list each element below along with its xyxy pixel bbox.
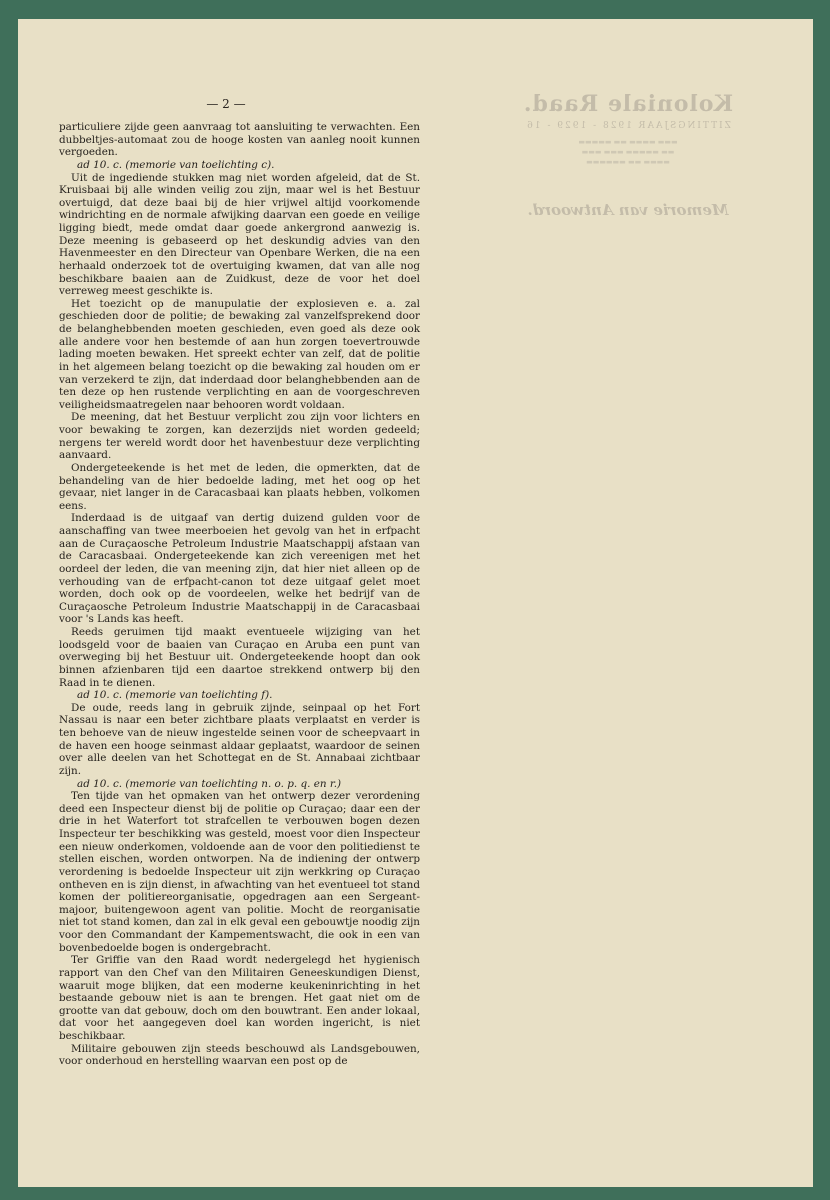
paragraph: Ondergeteekende is het met de leden, die opmerkten, dat de behandeling van de hier bedoelde lading, met het oog op het gevaar, niet langer in de Caracasbaai kan plaats hebben, volkomen eens.: [59, 461, 420, 512]
body-text-column: [59, 121, 420, 1068]
paragraph: Reeds geruimen tijd maakt eventueele wijziging van het loodsgeld voor de baaien van Curaçao en Aruba een punt van overweging bij het Bestuur uit. Ondergeteekende hoopt dan ook binnen afzienbaren tijd een daartoe strekkend ontwerp bij den Raad in te dienen.: [59, 626, 420, 689]
bleed-small-lines: ▬▬▬ ▬▬▬▬ ▬▬ ▬▬▬▬▬ ▬▬ ▬▬▬▬▬ ▬▬▬ ▬▬▬ ▬▬▬▬ ▬▬ ▬▬▬▬▬▬: [578, 138, 678, 166]
paragraph: Ten tijde van het opmaken van het ontwerp dezer verordening deed een Inspecteur dienst bij de politie op Curaçao; daar een der drie in het Waterfort tot strafcellen te verbouwen bogen dezen Inspecteur ter beschikking was gesteld, moest voor dien Inspecteur een nieuw onderkomen, voldoende aan de voor den politiedienst te stellen eischen, worden ontworpen. Na de indiening der ontwerp verordening is bedoelde Inspecteur uit zijn werkkring op Curaçao ontheven en is zijn dienst, in afwachting van het eventueel tot stand komen der politiereorganisatie, opgedragen aan een Sergeant-majoor, buitengewoon agent van politie. Mocht de reorganisatie niet tot stand komen, dan zal in elk geval een gebouwtje noodig zijn voor den Commandant der Kampementswacht, die ook in een van bovenbedoelde bogen is ondergebracht.: [59, 790, 420, 954]
paragraph: De oude, reeds lang in gebruik zijnde, seinpaal op het Fort Nassau is naar een beter zichtbare plaats verplaatst en verder is ten behoeve van de nieuw ingestelde seinen voor de scheepvaart in de haven een hooge seinmast aldaar geplaatst, waardoor de seinen over alle deelen van het Schottegat en de St. Annabaai zichtbaar zijn.: [59, 701, 420, 777]
paragraph: Het toezicht op de manupulatie der explosieven e. a. zal geschieden door de politie; de bewaking zal vanzelfsprekend door de belanghebbenden moeten geschieden, even goed als deze ook alle andere voor hen bestemde of aan hun zorgen toevertrouwde lading moeten bewaken. Het spreekt echter van zelf, dat de politie in het algemeen belang toezicht op die bewaking zal houden om er van verzekerd te zijn, dat inderdaad door belanghebbenden aan de ten deze op hen rustende verplichting en aan de voorgeschreven veiligheidsmaatregelen naar behooren wordt voldaan.: [59, 297, 420, 411]
paragraph: Uit de ingediende stukken mag niet worden afgeleid, dat de St. Kruisbaai bij alle winden veilig zou zijn, maar wel is het Bestuur overtuigd, dat deze baai bij de hier vrijwel altijd voorkomende windrichting en de normale afwijking daarvan een goede en veilige ligging biedt, mede omdat daar goede ankergrond aanwezig is. Deze meening is gebaseerd op het deskundig advies van den Havenmeester en den Directeur van Openbare Werken, die na een herhaald onderzoek tot de overtuiging kwamen, dat van alle nog beschikbare baaien aan de Zuidkust, deze de voor het doel verreweg meest geschikte is.: [59, 171, 420, 298]
document-page: [18, 19, 813, 1187]
paragraph: Inderdaad is de uitgaaf van dertig duizend gulden voor de aanschaffing van twee meerboeien het gevolg van het in erfpacht aan de Curaçaosche Petroleum Industrie Maatschappij afstaan van de Caracasbaai. Ondergeteekende kan zich vereenigen met het oordeel der leden, die van meening zijn, dat hier niet alleen op de verhouding van de erfpacht-canon tot deze uitgaaf gelet moet worden, doch ook op de voordeelen, welke het bedrijf van de Curaçaosche Petroleum Industrie Maatschappij in de Caracasbaai voor 's Lands kas heeft.: [59, 512, 420, 626]
page-number: — 2 —: [206, 97, 246, 111]
bleed-through-text: [478, 91, 778, 219]
bleed-session: ZITTINGSJAAR 1928 - 1929 - 16: [525, 121, 731, 131]
ad-reference-nopqr: ad 10. c. (memorie van toelichting n. o. p. q. en r.): [77, 777, 342, 790]
paragraph: Ter Griffie van den Raad wordt nedergelegd het hygienisch rapport van den Chef van den Militairen Geneeskundigen Dienst, waaruit moge blijken, dat een moderne keukeninrichting in het bestaande gebouw niet is aan te brengen. Het gaat niet om de grootte van dat gebouw, doch om den bouwtrant. Een ander lokaal, dat voor het aangegeven doel kan worden ingericht, is niet beschikbaar.: [59, 954, 420, 1042]
ad-reference-f: ad 10. c. (memorie van toelichting f).: [77, 689, 273, 702]
paragraph: De meening, dat het Bestuur verplicht zou zijn voor lichters en voor bewaking te zorgen, kan dezerzijds niet worden gedeeld; nergens ter wereld wordt door het havenbestuur deze verplichting aanvaard.: [59, 411, 420, 462]
ad-reference-c: ad 10. c. (memorie van toelichting c).: [77, 158, 275, 171]
bleed-heading: Memorie van Antwoord.: [527, 201, 729, 219]
paragraph-continued: particuliere zijde geen aanvraag tot aansluiting te verwachten. Een dubbeltjes-automaat zou de hooge kosten van aanleg nooit kunnen vergoeden.: [59, 121, 420, 159]
bleed-title: Koloniale Raad.: [522, 91, 734, 117]
paragraph: Militaire gebouwen zijn steeds beschouwd als Landsgebouwen, voor onderhoud en herstelling waarvan een post op de: [59, 1042, 420, 1068]
